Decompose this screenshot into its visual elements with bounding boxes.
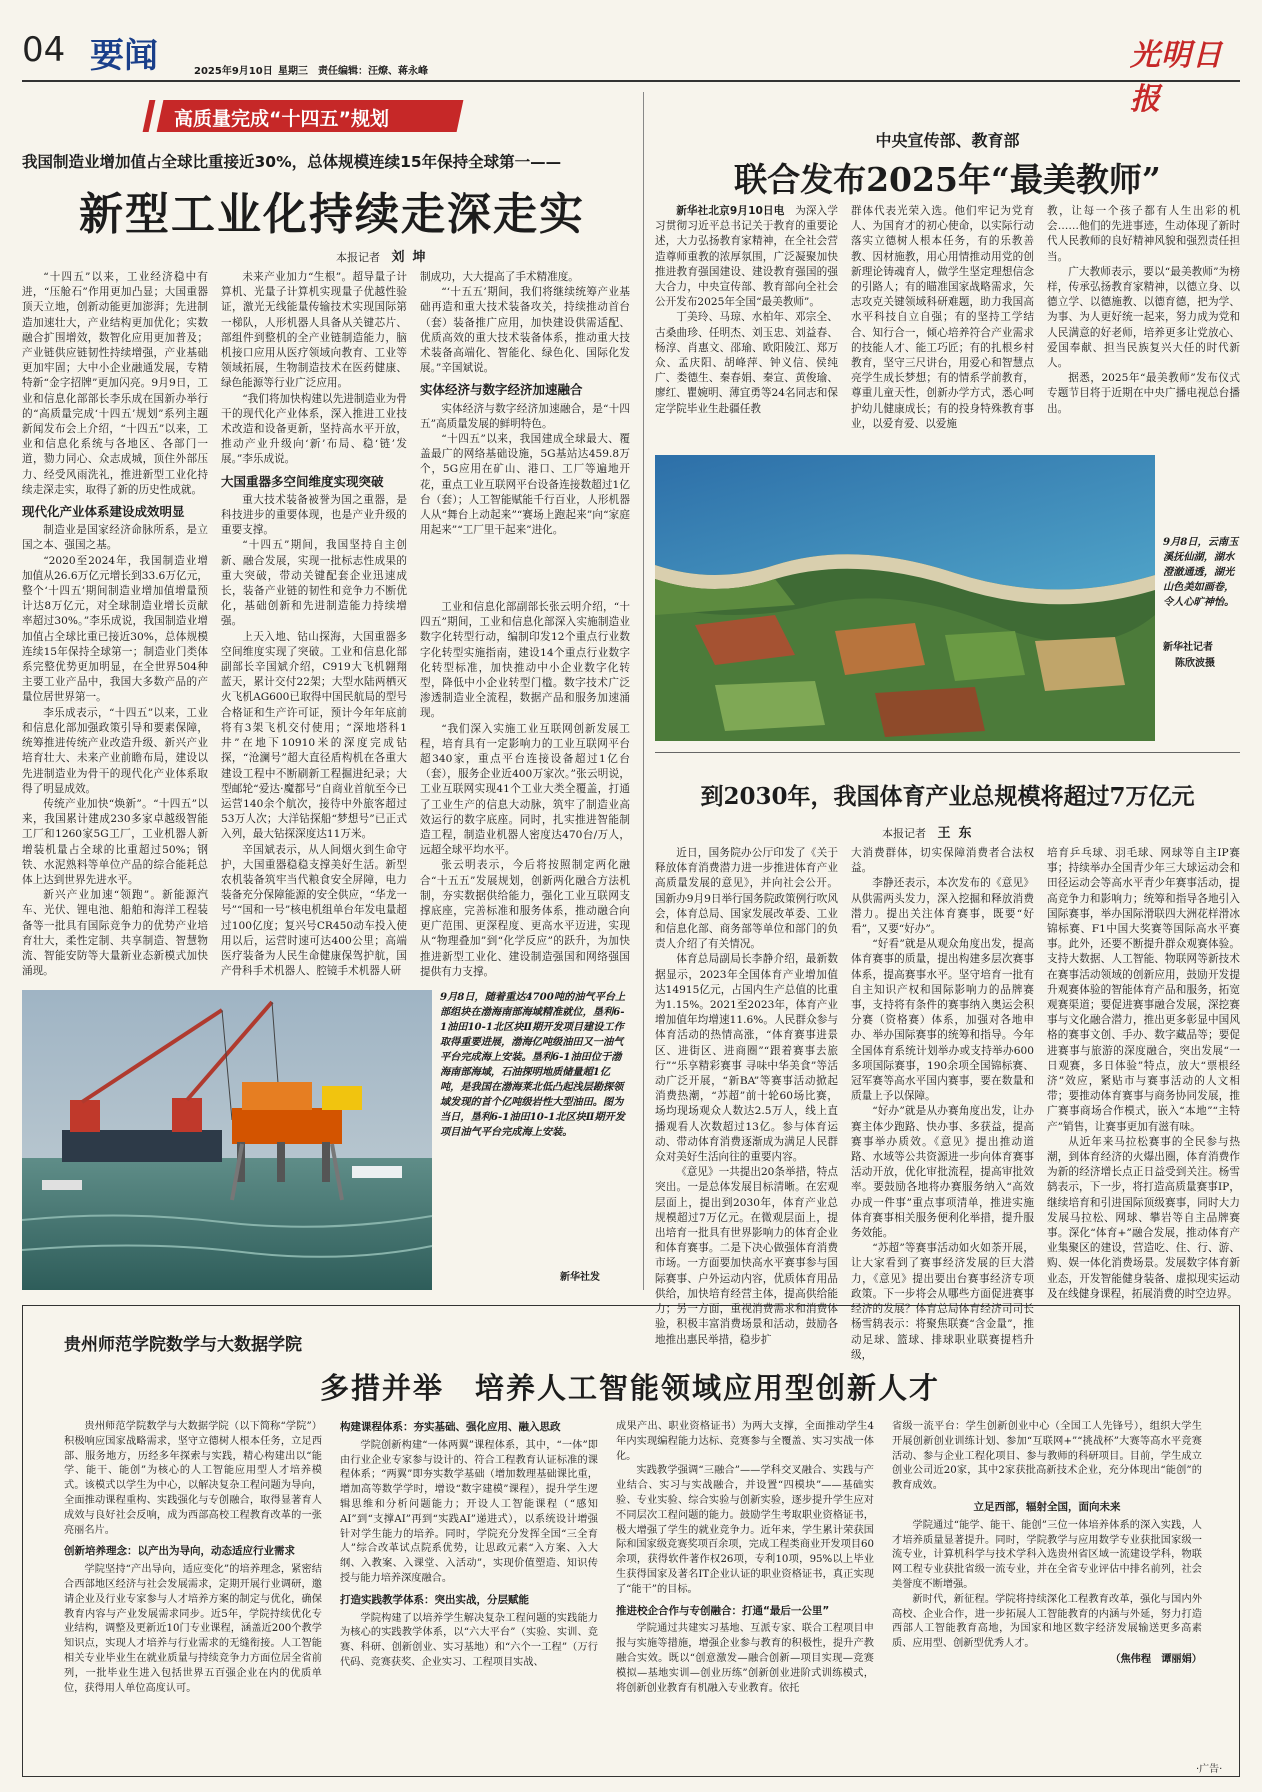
paragraph: 学院通过“能学、能干、能创”三位一体培养体系的深入实践，人才培养质量显著提升。同时，学院教学与应用数学专业获批国家级一流专业，计算机科学与技术学科入选贵州省区域一流建设学科，物联网工程专业获批省级一流专业，并在全省专业评估中排名前列，社会美誉度不断增强。 <box>892 1519 1202 1590</box>
subheading: 构建课程体系：夯实基础、强化应用、融入思政 <box>340 1421 561 1433</box>
paragraph: 学院创新构建“一体两翼”课程体系，其中，“一体”即由行业企业专家参与设计的、符合工程教育认证标准的课程体系；“两翼”即夯实数学基础（增加数理基础课比重，增加高等数学学时，增设“数字建模”课程），提升学生逻辑思维和分析问题能力；开设人工智能课程（“感知AI”到“支撑AI”再到“实践AI”递进式），以系统设计增强针对学生能力的培养。同时，学院充分发挥全国“三全育人”综合改革试点院系优势，让思政元素“入方案、入大纲、入教案、入课堂、入活动”，实现价值塑造、知识传授与能力培养深度融合。 <box>340 1439 598 1584</box>
sports-col-2 <box>851 846 1034 1361</box>
byline-name: 王东 <box>937 826 980 841</box>
byline-prefix: 本报记者 <box>882 827 926 840</box>
banner <box>160 100 460 132</box>
paragraph: “苏超”等赛事活动如火如荼开展，让大家看到了赛事经济发展的巨大潜力，《意见》提出要出台赛事经济专项政策。下一步将会从哪些方面促进赛事经济的发展？体育总局体育经济司司长杨雪鸫表示：将聚焦联赛“含金量”，推动足球、篮球、排球职业联赛提档升级， <box>851 1242 1034 1361</box>
lake-credit-2: 陈欣波摄 <box>1175 658 1215 669</box>
left-col-1 <box>22 270 208 978</box>
paragraph: 辛国斌表示，从人间烟火到生命守护，大国重器稳稳支撑美好生活。新型农机装备筑牢当代粮食安全屏障，电力装备充分保障能源的安全供应，“华龙一号”“国和一号”核电机组单台年发电量超过100亿度；复兴号CR450动车投入使用以后，运营时速可达400公里；高端医疗装备为人民生命健康保驾护航，国产骨科手术机器人、腔镜手术机器人研 <box>221 843 407 978</box>
right-rule <box>655 752 1240 753</box>
ad-label: ·广告· <box>1196 1764 1223 1775</box>
paragraph: 群体代表光荣入选。他们牢记为党育人、为国育才的初心使命，以实际行动落实立德树人根本任务，有的乐教善教、因材施教，用心用情推动用党的创新理论铸魂育人，做学生坚定理想信念的引路人；有的瞄准国家战略需求，矢志攻克关键领域科研难题，助力我国高水平科技自立自强；有的坚持工学结合、知行合一，倾心培养符合产业需求的技能人才、能工巧匠；有的扎根乡村教育，坚守三尺讲台，用爱心和智慧点亮学生成长梦想；有的情系学前教育，尊重儿童天性，创新办学方式，悉心呵护幼儿健康成长；有的投身特殊教育事业，以爱育爱、以爱施 <box>851 205 1034 430</box>
oil-platform-photo <box>22 990 432 1290</box>
paragraph: 学院坚持“产出导向，适应变化”的培养理念，紧密结合西部地区经济与社会发展需求，定期开展行业调研，邀请企业及行业专家参与人才培养方案的制定与优化，确保教育内容与产业发展需求同步。近5年，学院持续优化专业结构，调整及更新近10门专业课程，涵盖近200个教学知识点，实现人才培养与行业需求的无缝衔接。人工智能相关专业毕业生在就业质量与持续竞争力方面位居全省前列，一批毕业生进入包括世界五百强企业在内的优质单位，获得用人单位高度认可。 <box>64 1564 322 1694</box>
byline-name: 刘坤 <box>391 250 434 265</box>
right-kicker: 中央宣传部、教育部 <box>875 131 1020 150</box>
paragraph: 传统产业加快“焕新”。“十四五”以来，我国累计建成230多家卓越级智能工厂和1260家5G工厂，工业机器人新增装机量占全球的比重超过50%；钢铁、水泥熟料等单位产品的综合能耗总体上达到世界先进水平。 <box>22 797 208 886</box>
teacher-col-1 <box>655 204 838 442</box>
paragraph <box>655 204 838 310</box>
paragraph: “好办”就是从办赛角度出发，让办赛主体少跑路、快办事、多获益，提高赛事举办质效。《意见》提出推动道路、水域等公共资源进一步向体育赛事活动开放，优化审批流程，提高审批效率。要鼓励各地将办赛服务纳入“高效办成一件事”重点事项清单，推进实施体育赛事相关服务便利化举措，提升服务效能。 <box>851 1105 1034 1240</box>
paragraph: 丁美玲、马琼、水柏年、邓宗全、古桑曲珍、任明杰、刘玉忠、刘益春、杨淳、肖惠文、邵瑜、欧阳陵江、郑万众、孟庆阳、胡峰萍、钟义信、侯纯广、娄德生、秦春娟、秦宣、黄俊瑜、廖红、瞿婉明、薄宜勇等24名同志和保定学院毕业生赴疆任教 <box>655 311 838 415</box>
bottom-col-2 <box>340 1420 598 1765</box>
paragraph: 张云明表示，今后将按照制定两化融合“十五五”发展规划，创新两化融合方法机制，夯实数据供给能力，强化工业互联网支撑底座，完善标准和服务体系，推动融合向更广范围、更深程度、更高水平迈进，实现从“物理叠加”到“化学反应”的跃升，为加快推进新型工业化、建设制造强国和网络强国提供有力支撑。 <box>420 859 630 978</box>
paragraph: 从近年来马拉松赛事的全民参与热潮，到体育经济的火爆出圈，体育消费作为新的经济增长点正日益受到关注。杨雪鸫表示，下一步，将打造高质量赛事IP，继续培育和引进国际顶级赛事，同时大力发展马拉松、网球、攀岩等自主品牌赛事。深化“体育+”融合发展，推动体育产业集聚区的建设，营造吃、住、行、游、购、娱一体化消费场景。发展数字体育新业态，开发智能健身装备、虚拟现实运动及在线健身课程，拓展消费的时空边界。 <box>1047 1135 1240 1300</box>
paragraph: “我们将加快构建以先进制造业为骨干的现代化产业体系，深入推进工业技术改造和设备更新，坚持高水平开放，推动产业升级向‘新’布局、稳‘链’发展。”李乐成说。 <box>221 392 407 466</box>
paragraph: “我们深入实施工业互联网创新发展工程，培育具有一定影响力的工业互联网平台超340家，重点平台连接设备超过1亿台（套），服务企业近400万家次。”张云明说，工业互联网实现41个工业大类全覆盖，打通了工业生产的信息大动脉，筑牢了制造业高效运行的数字底座。同时，扎实推进智能制造工程，制造业机器人密度达470台/万人，远超全球平均水平。 <box>420 722 630 857</box>
bottom-headline: 多措并举 培养人工智能领域应用型创新人才 <box>319 1371 940 1405</box>
paragraph: 上天入地、钻山探海，大国重器多空间维度实现了突破。工业和信息化部副部长辛国斌介绍，C919大飞机翱翔蓝天，累计交付22架；大型水陆两栖灭火飞机AG600已取得中国民航局的型号合格证和生产许可证，预计今年年底前将有3架飞机交付使用；“深地塔科1井”在地下10910米的深度完成钻探，“沧澜号”超大直径盾构机在各重大建设工程中不断刷新工程掘进纪录；大型邮轮“爱达·魔都号”自商业首航至今已运营140余个航次，接待中外旅客超过53万人次；大洋钻探船“梦想号”已正式入列，最大钻探深度达11万米。 <box>221 630 407 841</box>
teacher-col-2 <box>851 204 1034 442</box>
oil-platform-image <box>22 990 432 1290</box>
paragraph: 制造业是国家经济命脉所系，是立国之本、强国之基。 <box>22 524 208 552</box>
bottom-col-4 <box>892 1420 1202 1765</box>
byline-prefix: 本报记者 <box>336 251 380 264</box>
paragraph: 培育乒乓球、羽毛球、网球等自主IP赛事；持续举办全国青少年三大球运动会和田径运动会等高水平青少年赛事活动，提高竞争力和影响力；统筹和指导各地引入国际赛事，举办国际滑联四大洲花样滑冰锦标赛、F1中国大奖赛等国际高水平赛事。此外，还要不断提升群众观赛体验。支持大数据、人工智能、物联网等新技术在赛事活动领域的创新应用，鼓励开发提升观赛体验的智能体育产品和服务，拓宽观赛渠道；要促进赛事融合发展，深挖赛事与文化融合潜力，推出更多彰显中国风格的赛事文创、手办、数字藏品等；要促进赛事与旅游的深度融合，突出发展“一日观赛，多日体验”特点，放大“票根经济”效应，紧贴市与赛事活动的人文相带；要推动体育赛事与商务协同发展，推广赛事商场合作模式，嵌入“本地”“主特产”销售，让赛事更加有滋有味。 <box>1047 847 1240 1133</box>
paragraph: 新时代，新征程。学院将持续深化工程教育改革，强化与国内外高校、企业合作，进一步拓展人工智能教育的内涵与外延，努力打造西部人工智能教育高地，为国家和地区数字经济发展输送更多高素质、应用型、创新型优秀人才。 <box>892 1593 1202 1650</box>
paragraph: “‘十五五’期间，我们将继续统筹产业基础再造和重大技术装备攻关，持续推动首台（套）装备推广应用，加快建设供需适配、优质高效的重大技术装备体系，推动重大技术装备高端化、智能化、绿色化、国际化发展。”辛国斌说。 <box>420 286 630 375</box>
paragraph: 成果产出、职业资格证书）为两大支撑，全面推动学生4年内实现编程能力达标、竞赛参与全覆盖、实习实战一体化。 <box>616 1421 874 1462</box>
paragraph: 实践教学强调“三融合”——学科交叉融合、实践与产业结合、实习与实战融合，并设置“四模块”——基础实验、专业实验、综合实验与创新实验，逐步提升学生应对不同层次工程问题的能力。鼓励学生考取职业资格证书，极大增强了学生的就业竞争力。近年来，学生累计荣获国际和国家级竞赛奖项百余项，完成工程类商业开发项目60余项，获得软件著作权26项，专利10项，95%以上毕业生获得国家及著名IT企业认证的职业资格证书，真正实现了“能干”的目标。 <box>616 1465 874 1595</box>
paragraph: 学院构建了以培养学生解决复杂工程问题的实践能力为核心的实践教学体系，以“六大平台”（实验、实训、竞赛、科研、创新创业、实习基地）和“六个一工程”（万行代码、竞赛获奖、企业实习、工程项目实战、 <box>340 1612 598 1668</box>
left-kicker: 我国制造业增加值占全球比重接近30%，总体规模连续15年保持全球第一—— <box>22 153 562 171</box>
bottom-kicker: 贵州师范学院数学与大数据学院 <box>64 1335 302 1355</box>
masthead <box>22 28 1240 117</box>
column-divider <box>643 92 644 1290</box>
bottom-col-1 <box>64 1420 322 1765</box>
subheading: 实体经济与数字经济加速融合 <box>420 382 583 398</box>
left-headline: 新型工业化持续走深走实 <box>79 189 585 240</box>
paragraph: “2020至2024年，我国制造业增加值从26.6万亿元增长到33.6万亿元，整个‘十四五’期间制造业增加值增量预计达8万亿元，对全球制造业增长贡献率超过30%。”李乐成说，我国制造业增加值占全球比重已接近30%，总体规模连续15年保持全球第一；制造业门类体系完整优势更加明显，在全世界504种主要工业产品中，我国大多数产品的产量位居世界第一。 <box>22 554 208 704</box>
paragraph: 大消费群体，切实保障消费者合法权益。 <box>851 847 1034 875</box>
paragraph: 重大技术装备被誉为国之重器，是科技进步的重要体现，也是产业升级的重要支撑。 <box>221 493 407 537</box>
lake-caption: 9月8日，云南玉溪抚仙湖，湖水澄澈通透，湖光山色美如画卷，令人心旷神怡。 <box>1163 536 1239 608</box>
author-credit: （焦伟程 谭丽娟） <box>1110 1652 1202 1665</box>
paragraph: 李静还表示，本次发布的《意见》从供需两头发力，深入挖掘和释放消费潜力。提出关注体育赛事，既要“好看”，又要“好办”。 <box>851 877 1034 936</box>
lake-photo <box>655 455 1155 741</box>
paragraph: 实体经济与数字经济加速融合，是“十四五”高质量发展的鲜明特色。 <box>420 402 630 430</box>
issue-date: 2025年9月10日 <box>194 66 273 77</box>
paragraph: “十四五”期间，我国坚持自主创新、融合发展，实现一批标志性成果的重大突破，带动关键配套企业迅速成长，装备产业链的韧性和竞争力不断优化，基础创新和先进制造能力持续增强。 <box>221 539 407 628</box>
paragraph: “十四五”以来，工业经济稳中有进，“压舱石”作用更加凸显；大国重器顶天立地，创新动能更加澎湃；先进制造加速壮大，产业结构更加优化；实数融合扩围增效，数智化应用更加普及；产业链供应链韧性持续增强，产业基础更加牢固；大中小企业融通发展，专精特新“金字招牌”更加闪亮。9月9日，工业和信息化部部长李乐成在国新办举行的“高质量完成‘十四五’规划”系列主题新闻发布会上介绍，“十四五”以来，工业和信息化系统与各地区、各部门一道，勠力同心、众志成城，顶住外部压力、经受风雨洗礼，推进新型工业化持续走深走实，取得了新的历史性成就。 <box>22 271 208 496</box>
subheading: 创新培养理念：以产出为导向，动态适应行业需求 <box>64 1545 295 1558</box>
lake-image <box>655 455 1155 741</box>
editors: 责任编辑：汪燎、蒋永峰 <box>318 66 428 77</box>
subheading: 推进校企合作与专创融合：打通“最后一公里” <box>616 1604 830 1617</box>
oil-platform-credit: 新华社发 <box>560 1272 600 1283</box>
paragraph: 制成功，大大提高了手术精准度。 <box>420 271 579 283</box>
paragraph: 近日，国务院办公厅印发了《关于释放体育消费潜力进一步推进体育产业高质量发展的意见》，并向社会公开。国新办9月9日举行国务院政策例行吹风会，体育总局、国家发展改革委、工业和信息化部、商务部等单位和部门的负责人介绍了有关情况。 <box>655 847 838 951</box>
sports-col-1 <box>655 846 838 1346</box>
section-title: 要闻 <box>90 36 158 76</box>
paragraph: 新兴产业加速“领跑”。新能源汽车、光伏、锂电池、船舶和海洋工程装备等一批具有国际竞争力的优势产业培育壮大，柔性定制、共享制造、智慧物流、智能安防等大量新业态新模式加快涌现。 <box>22 889 208 978</box>
paragraph: 工业和信息化部副部长张云明介绍，“十四五”期间，工业和信息化部深入实施制造业数字化转型行动，编制印发12个重点行业数字化转型实施指南，建设14个重点行业数字化转型标准，加快推动中小企业数字化转型，降低中小企业转型门槛。数字技术广泛渗透制造业全流程，数据产品和服务加速涌现。 <box>420 601 630 720</box>
teacher-text-1: 为深入学习贯彻习近平总书记关于教育的重要论述，大力弘扬教育家精神，在全社会营造尊师重教的浓厚氛围，广泛凝聚加快推进教育强国建设、建设教育强国的强大合力，中央宣传部、教育部向全社会公开发布2025年全国“最美教师”。 <box>655 205 838 309</box>
paragraph: 《意见》一共提出20条举措，特点突出。一是总体发展目标清晰。在宏观层面上，提出到2030年，体育产业总规模超过7万亿元。在微观层面上，提出培育一批具有世界影响力的体育企业和体育赛事。二是下决心做强体育消费市场。一方面要加快高水平赛事参与国际赛事、户外运动内容，优质体育用品供给，加快培育经营主体，提高供给能力；另一方面，重视消费需求和消费体验，积极丰富消费场景和活动，鼓励各地推出惠民举措，稳步扩 <box>655 1166 838 1346</box>
paragraph: 省级一流平台：学生创新创业中心（全国工人先锋号），组织大学生开展创新创业训练计划、参加“互联网+”“挑战杯”大赛等高水平竞赛活动、参与企业工程化项目、参与教师的科研项目。目前，学生成立创业公司近20家，其中2家获批高新技术企业，充分体现出“能创”的教育成效。 <box>892 1421 1202 1492</box>
subheading: 打造实践教学体系：突出实战，分层赋能 <box>340 1593 529 1606</box>
paragraph: 李乐成表示，“十四五”以来，工业和信息化部加强政策引导和要素保障，统筹推进传统产业改造升级、新兴产业培育壮大、未来产业前瞻布局，建设以先进制造业为骨干的现代化产业体系取得了明显成效。 <box>22 706 208 795</box>
subheading: 大国重器多空间维度实现突破 <box>221 473 384 489</box>
bottom-col-3 <box>616 1420 874 1765</box>
subheading: 立足西部，辐射全国，面向未来 <box>973 1500 1121 1513</box>
dateline: 新华社北京9月10日电 <box>676 205 785 217</box>
left-byline <box>336 246 434 265</box>
paragraph: “好看”就是从观众角度出发，提高体育赛事的质量，提出构建多层次赛事体系，提高赛事水平。坚守培育一批有自主知识产权和国际影响力的品牌赛事，支持将有条件的赛事纳入奥运会积分赛（资格赛）体系，加强对各地申办、举办国际赛事的统筹和指导。今年全国体育系统计划举办或支持举办600多项国际赛事，190余项全国锦标赛、冠军赛等高水平国内赛事，要在数量和质量上予以保障。 <box>851 938 1034 1103</box>
paragraph: 据悉，2025年“最美教师”发布仪式专题节目将于近期在中央广播电视总台播出。 <box>1047 372 1240 415</box>
oil-platform-caption: 9月8日，随着重达4700吨的油气平台上部组块在渤海南部海域精准就位，垦利6-1油田10-1北区块Ⅱ期开发项目建设工作取得重要进展，渤海亿吨级油田又一油气平台完成海上安装。垦利6-1油田位于渤海南部海域，石油探明地质储量超1亿吨，是我国在渤海莱北低凸起浅层勘探领域发现的首个亿吨级岩性大型油田。图为当日，垦利6-1油田10-1北区块Ⅱ期开发项目油气平台完成海上安装。 <box>440 991 626 1138</box>
paragraph: “十四五”以来，我国建成全球最大、覆盖最广的网络基础设施，5G基站达459.8万个，5G应用在矿山、港口、工厂等遍地开花，重点工业互联网平台设备连接数超过1亿台（套）；人工智能赋能千行百业，人形机器人从“舞台上动起来”“赛场上跑起来”向“家庭用起来”“工厂里干起来”进化。 <box>420 433 630 537</box>
teacher-col-3 <box>1047 204 1240 442</box>
page-number: 04 <box>22 30 66 70</box>
issue-weekday: 星期三 <box>278 66 308 77</box>
left-col-3b <box>420 600 630 978</box>
paragraph: 广大教师表示，要以“最美教师”为榜样，传承弘扬教育家精神，以德立身、以德立学、以德施教、以德育德，把为学、为事、为人更好统一起来，努力成为党和人民满意的好老师，培养更多让党放心、爱国奉献、担当民族复兴大任的时代新人。 <box>1047 265 1240 370</box>
sports-headline: 到2030年，我国体育产业总规模将超过7万亿元 <box>700 783 1195 810</box>
newspaper-logo: 光明日报 <box>1130 38 1223 117</box>
paragraph: 未来产业加力“生根”。超导量子计算机、光量子计算机实现量子优越性验证，激光无线能量传输技术实现国际第一梯队，人形机器人具备从关键芯片、部组件到整机的全产业链制造能力，脑机接口应用从医疗领域向教育、工业等领域拓展，生物制造技术在医药健康、绿色能源等行业广泛应用。 <box>221 271 407 390</box>
paragraph: 学院通过共建实习基地、互派专家、联合工程项目申报与实施等措施，增强企业参与教育的积极性，提升产教融合实效。既以“创意激发—融合创新—项目实现—竞赛模拟—基地实训—创业历练”创新创业进阶式训练模式，将创新创业教育有机融入专业教育。依托 <box>616 1623 874 1694</box>
sports-col-3 <box>1047 846 1240 1300</box>
banner-text: 高质量完成“十四五”规划 <box>174 108 389 130</box>
right-headline: 联合发布2025年“最美教师” <box>734 160 1161 199</box>
lake-credit-1: 新华社记者 <box>1163 642 1213 653</box>
masthead-rule <box>22 80 1240 82</box>
left-col-3 <box>420 270 630 600</box>
left-col-2 <box>221 270 407 978</box>
paragraph: 贵州师范学院数学与大数据学院（以下简称“学院”）积极响应国家战略需求，坚守立德树人根本任务，立足西部、服务地方，历经多年探索与实践，精心构建出以“能学、能干、能创”为核心的人工智能应用型人才培养模式。该模式以学生为中心，以解决复杂工程问题为导向，全面推动课程重构、实践强化与专创融合，取得显著育人成效与良好社会反响，成为西部高校工程教育改革的一张亮丽名片。 <box>64 1421 322 1536</box>
paragraph: 体育总局副局长李静介绍，最新数据显示，2023年全国体育产业增加值达14915亿元，占国内生产总值的比重为1.15%。2021至2023年，体育产业增加值年均增速11.6%。人民群众参与体育活动的热情高涨，“体育赛事进景区、进街区、进商圈”“跟着赛事去旅行”“乐享精彩赛事 寻味中华美食”等活动广泛开展，“新BA”等赛事活动掀起消费热潮，“苏超”前十轮60场比赛，场均现场观众人数达2.5万人，线上直播观看人次数超过13亿。参与体育运动、带动体育消费逐渐成为满足人民群众对美好生活向往的重要内容。 <box>655 953 838 1164</box>
subheading: 现代化产业体系建设成效明显 <box>22 504 185 520</box>
paragraph: 教，让每一个孩子都有人生出彩的机会……他们的先进事迹，生动体现了新时代人民教师的良好精神风貌和强烈责任担当。 <box>1047 205 1240 263</box>
sports-byline <box>882 822 980 841</box>
